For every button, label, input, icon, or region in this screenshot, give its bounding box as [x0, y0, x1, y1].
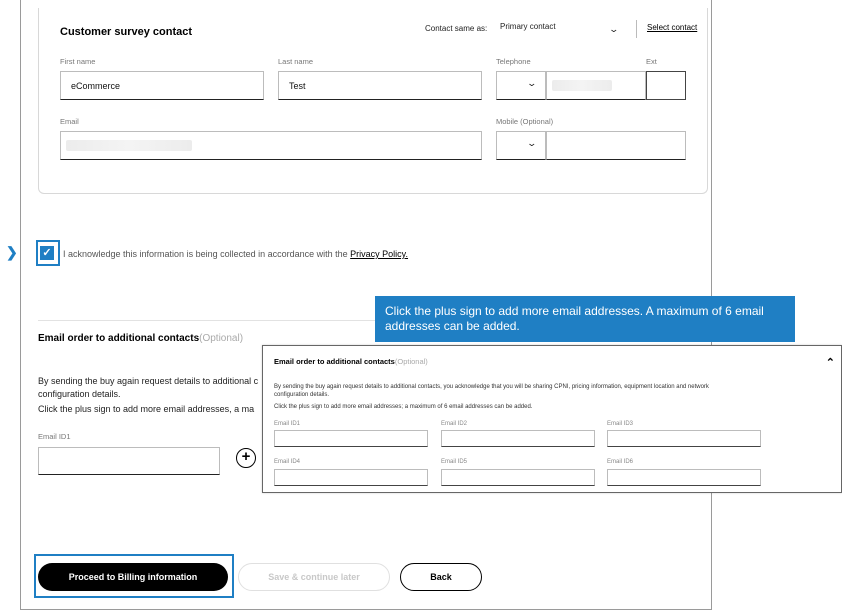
survey-contact-title: Customer survey contact [60, 26, 193, 38]
popup-text-2: configuration details. [274, 392, 330, 398]
popup-email-id2-label: Email ID2 [441, 421, 468, 427]
mobile-label: Mobile (Optional) [496, 117, 554, 126]
popup-text-3: Click the plus sign to add more email addresses; a maximum of 6 email addresses can be added. [274, 404, 533, 410]
telephone-country-select[interactable] [496, 71, 546, 100]
popup-email-id1-input[interactable] [274, 430, 428, 447]
popup-email-id3-label: Email ID3 [607, 421, 634, 427]
chevron-up-icon[interactable]: ⌃ [825, 357, 835, 369]
redacted-email [66, 140, 192, 151]
popup-text-1: By sending the buy again request details to additional contacts, you acknowledge that you will be sharing CPNI, pricing information, equipment location and network [274, 384, 709, 390]
popup-email-id6-label: Email ID6 [607, 459, 634, 465]
tooltip-callout: Click the plus sign to add more email addresses. A maximum of 6 email addresses can be added. [375, 296, 795, 342]
first-name-input[interactable]: eCommerce [60, 71, 264, 100]
popup-email-id1-label: Email ID1 [274, 421, 301, 427]
email-order-text-2: configuration details. [38, 389, 121, 399]
email-order-text-3: Click the plus sign to add more email addresses, a ma [38, 404, 255, 414]
contact-same-as-label: Contact same as: [425, 24, 488, 33]
telephone-label: Telephone [496, 57, 531, 66]
back-button[interactable]: Back [400, 563, 482, 591]
expanded-email-panel [262, 345, 842, 493]
contact-same-as-select[interactable]: Primary contact [500, 22, 556, 31]
popup-title: Email order to additional contacts(Optional) [274, 357, 428, 366]
email-id1-input[interactable] [38, 447, 220, 475]
popup-email-id3-input[interactable] [607, 430, 761, 447]
email-id1-label: Email ID1 [38, 432, 71, 441]
divider [636, 20, 637, 38]
select-contact-link[interactable]: Select contact [647, 23, 698, 32]
redacted-telephone [552, 80, 612, 91]
first-name-label: First name [60, 57, 96, 66]
save-continue-later-button[interactable]: Save & continue later [238, 563, 390, 591]
chevron-right-icon: ❯ [6, 244, 18, 260]
ext-input[interactable] [646, 71, 686, 100]
email-label: Email [60, 117, 79, 126]
last-name-label: Last name [278, 57, 314, 66]
popup-email-id2-input[interactable] [441, 430, 595, 447]
email-order-title: Email order to additional contacts(Optional) [38, 333, 244, 344]
email-order-text-1: By sending the buy again request details to additional c [38, 376, 259, 386]
acknowledge-text: I acknowledge this information is being collected in accordance with the Privacy Policy. [63, 249, 409, 259]
plus-icon[interactable]: + [236, 448, 256, 468]
acknowledge-checkbox[interactable]: ✓ [40, 246, 54, 260]
ext-label: Ext [646, 57, 657, 66]
last-name-input[interactable]: Test [278, 71, 482, 100]
chevron-down-icon[interactable]: ⌄ [608, 24, 620, 34]
privacy-policy-link[interactable]: Privacy Policy. [350, 249, 409, 259]
popup-email-id5-label: Email ID5 [441, 459, 468, 465]
popup-email-id6-input[interactable] [607, 469, 761, 486]
mobile-country-select[interactable] [496, 131, 546, 160]
proceed-to-billing-button[interactable]: Proceed to Billing information [38, 563, 228, 591]
chevron-down-icon: ⌄ [526, 78, 538, 88]
mobile-input[interactable] [546, 131, 686, 160]
popup-email-id4-input[interactable] [274, 469, 428, 486]
popup-email-id4-label: Email ID4 [274, 459, 301, 465]
chevron-down-icon: ⌄ [526, 138, 538, 148]
popup-email-id5-input[interactable] [441, 469, 595, 486]
